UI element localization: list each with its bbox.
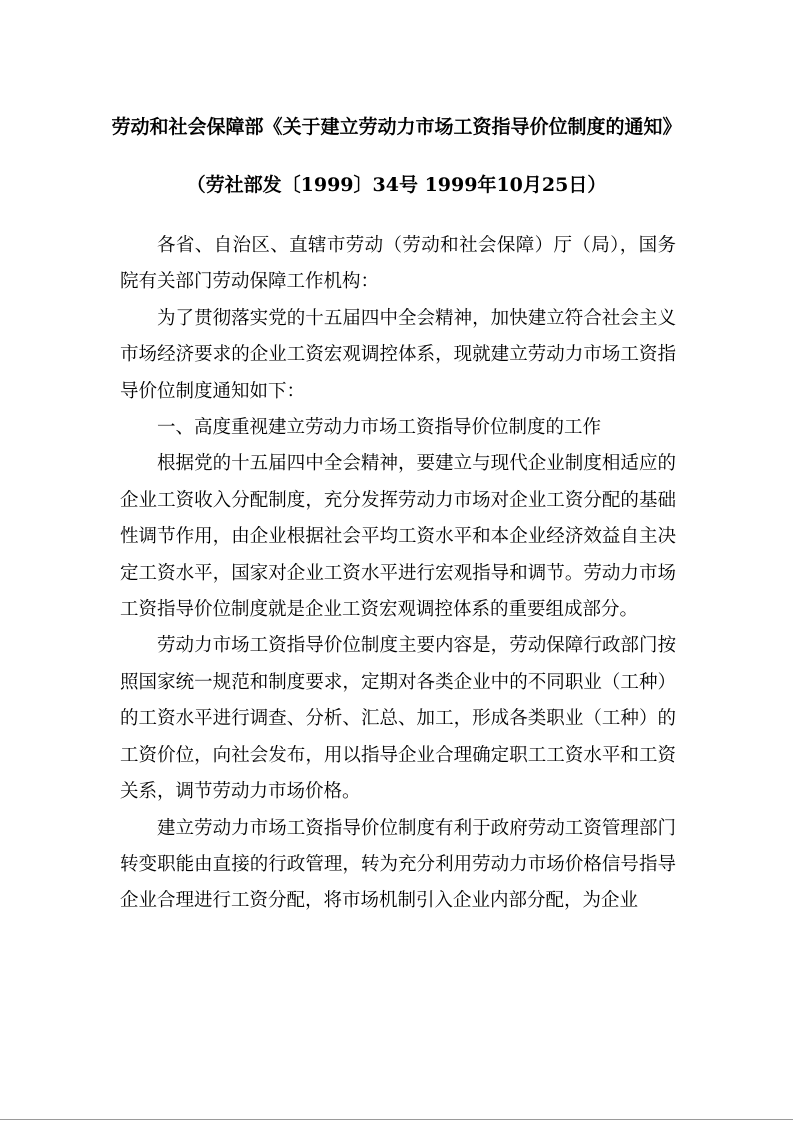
document-title: 劳动和社会保障部《关于建立劳动力市场工资指导价位制度的通知》 (111, 116, 682, 138)
paragraph-3: 建立劳动力市场工资指导价位制度有利于政府劳动工资管理部门转变职能由直接的行政管理，转为充分利用劳动力市场价格信号指导企业合理进行工资分配，将市场机制引入企业内部分配，为企业 (120, 817, 676, 912)
paragraph-2: 劳动力市场工资指导价位制度主要内容是，劳动保障行政部门按照国家统一规范和制度要求，定期对各类企业中的不同职业（工种）的工资水平进行调查、分析、汇总、加工，形成各类职业（工种）的工资价位，向社会发布，用以指导企业合理确定职工工资水平和工资关系，调节劳动力市场价格。 (120, 635, 676, 803)
section-heading-1: 一、高度重视建立劳动力市场工资指导价位制度的工作 (157, 417, 602, 439)
paragraph-intro: 为了贯彻落实党的十五届四中全会精神，加快建立符合社会主义市场经济要求的企业工资宏观调控体系，现就建立劳动力市场工资指导价位制度通知如下： (120, 307, 676, 402)
paragraph-addressee: 各省、自治区、直辖市劳动（劳动和社会保障）厅（局），国务院有关部门劳动保障工作机构： (120, 235, 676, 293)
document-body (120, 228, 676, 920)
page-bottom-rule (0, 1119, 793, 1120)
document-subtitle: （劳社部发〔1999〕34号 1999年10月25日） (186, 174, 607, 196)
paragraph-1: 根据党的十五届四中全会精神，要建立与现代企业制度相适应的企业工资收入分配制度，充分发挥劳动力市场对企业工资分配的基础性调节作用，由企业根据社会平均工资水平和本企业经济效益自主决定工资水平，国家对企业工资水平进行宏观指导和调节。劳动力市场工资指导价位制度就是企业工资宏观调控体系的重要组成部分。 (120, 453, 676, 621)
